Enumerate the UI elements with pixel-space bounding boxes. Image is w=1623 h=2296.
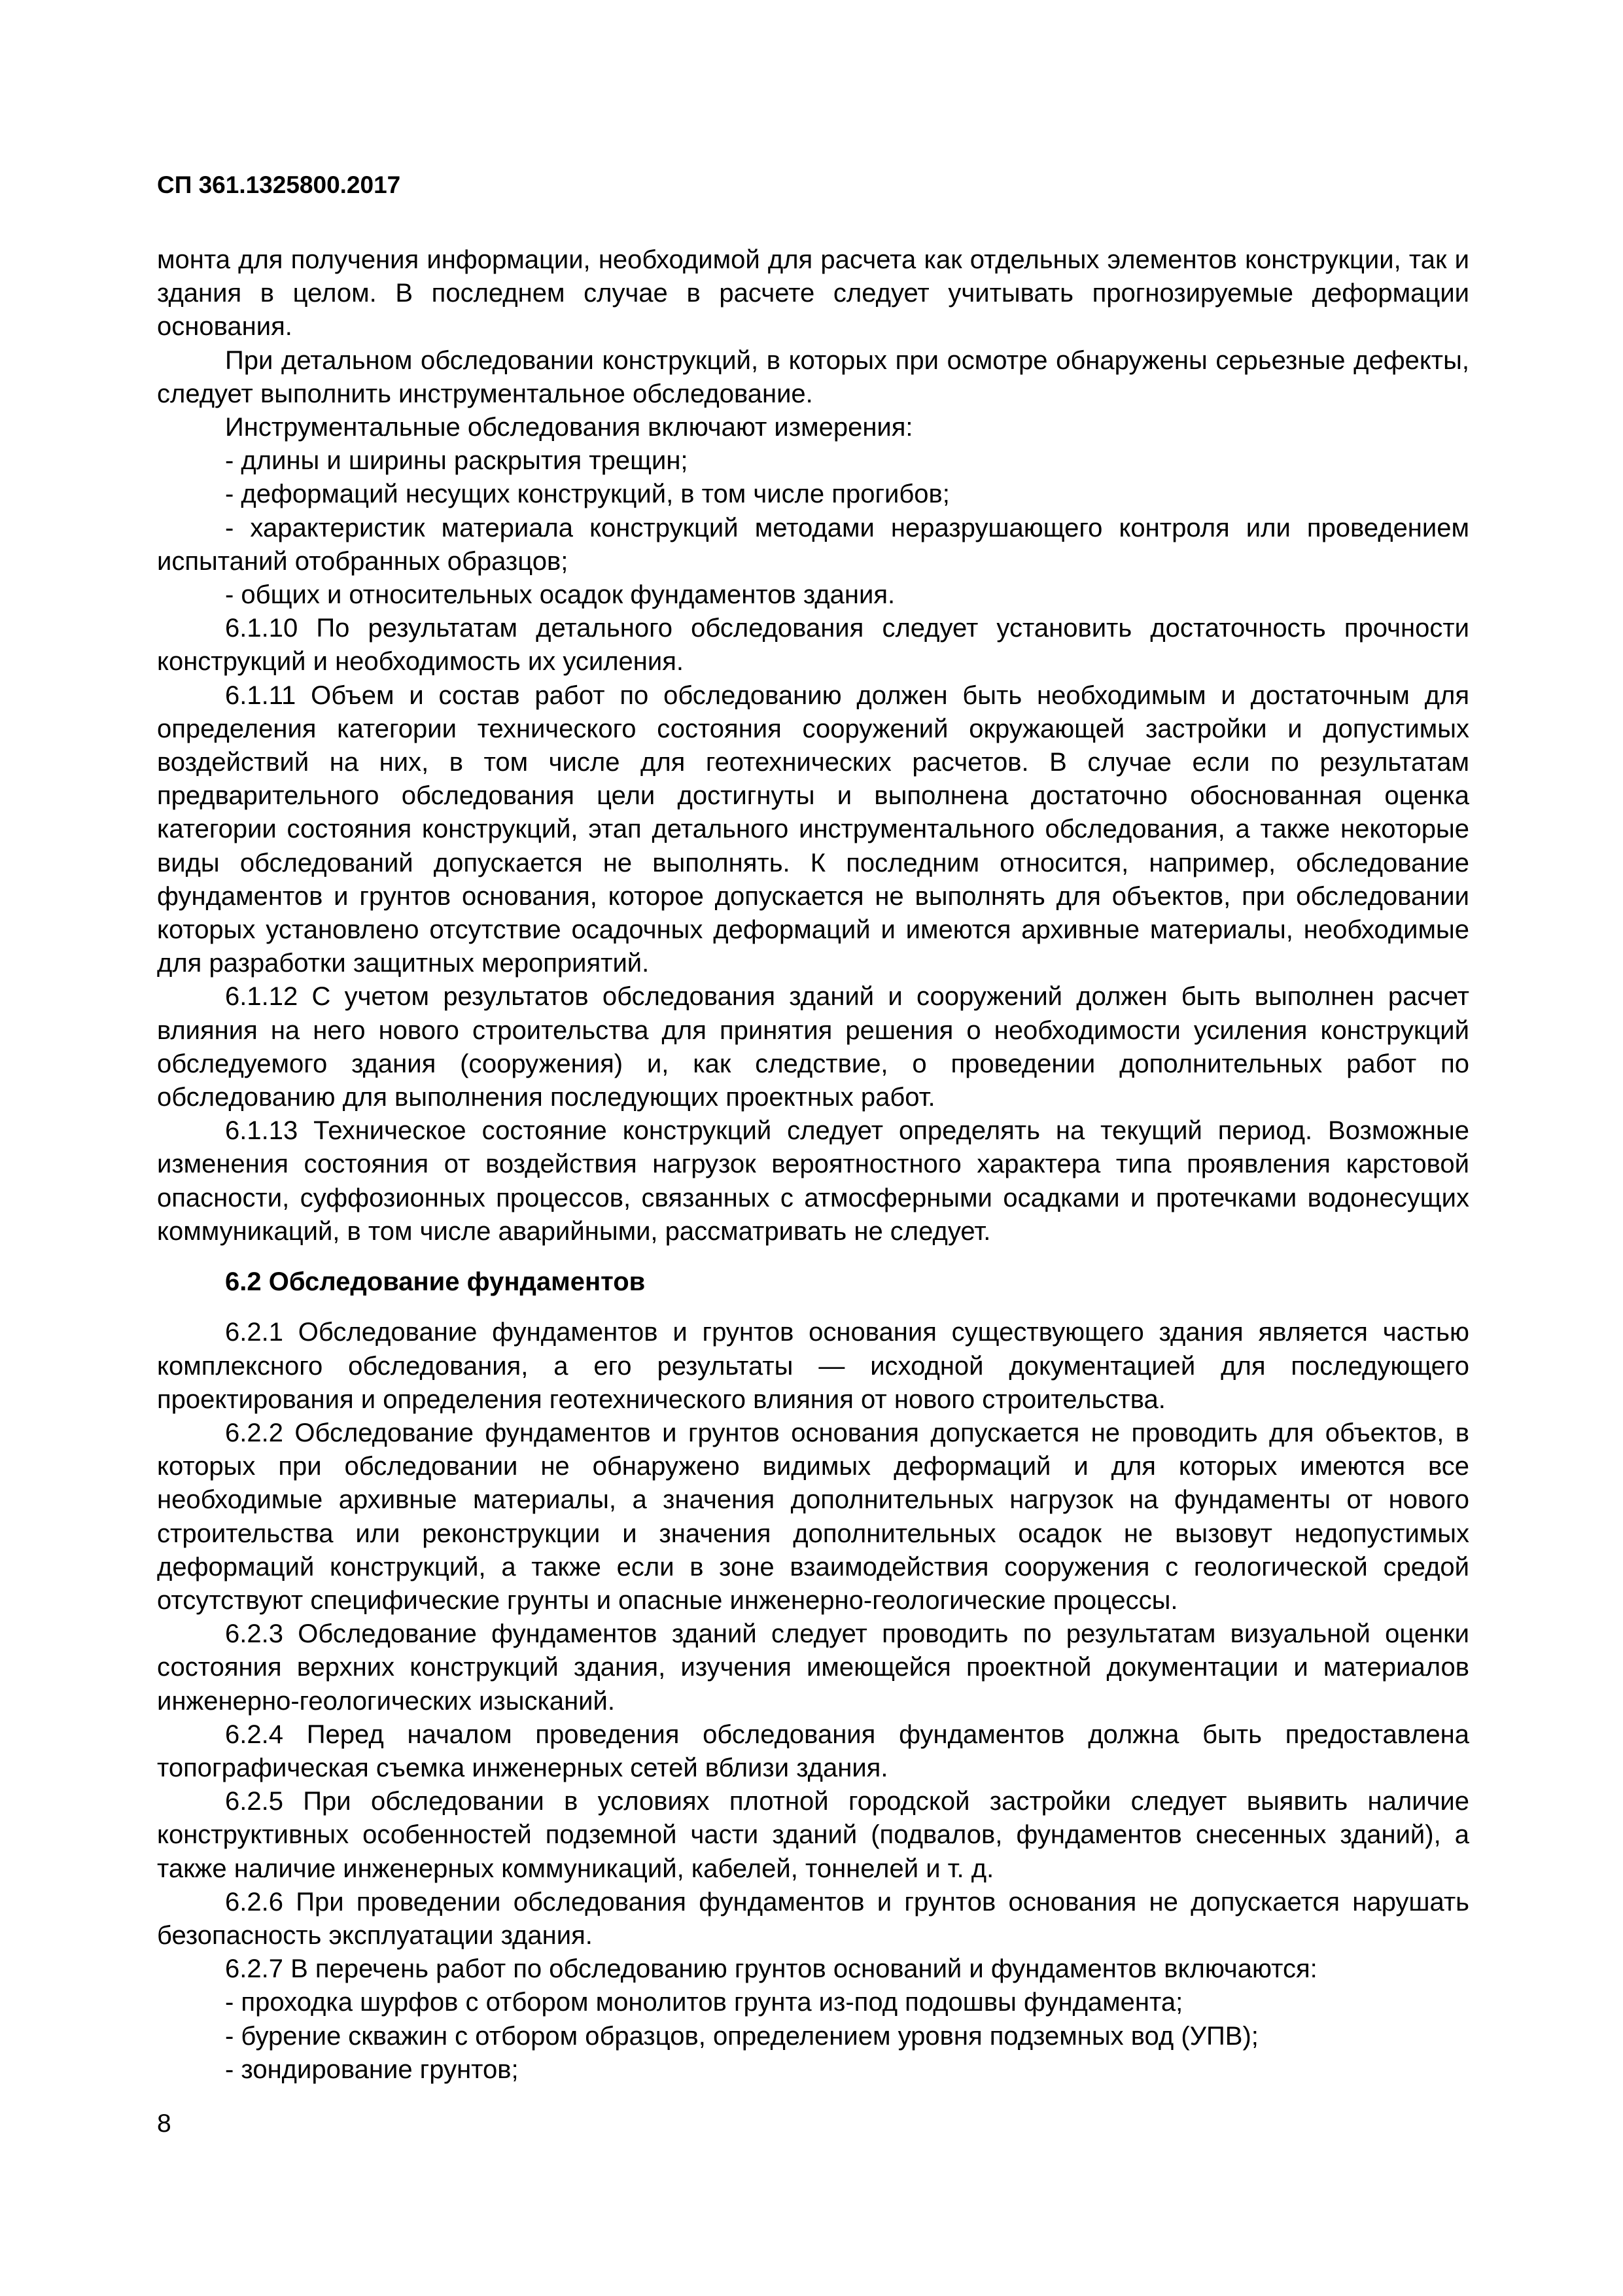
list-item: - зондирование грунтов; bbox=[225, 2055, 519, 2084]
list-item: - проходка шурфов с отбором монолитов грунта из-под подошвы фундамента; bbox=[225, 1988, 1183, 2017]
paragraph: монта для получения информации, необходимой для расчета как отдельных элементов конструкции, так и здания в целом. В последнем случае в расчете следует учитывать прогнозируемые деформации основания. bbox=[157, 245, 1469, 342]
clause-6-1-11: 6.1.11 Объем и состав работ по обследованию должен быть необходимым и достаточным для определения категории технического состояния сооружений окружающей застройки и допустимых воздействий на них, в том числе для геотехнических расчетов. В случае если по результатам предварительного обследования цели достигнуты и выполнена достаточно обоснованная оценка категории состояния конструкций, этап детального инструментального обследования, а также некоторые виды обследований допускается не выполнять. К последним относится, например, обследование фундаментов и грунтов основания, которое допускается не выполнять для объектов, при обследовании которых установлено отсутствие осадочных деформаций и имеются архивные материалы, необходимые для разработки защитных мероприятий. bbox=[157, 680, 1469, 978]
clause-6-2-4: 6.2.4 Перед началом проведения обследования фундаментов должна быть предоставлена топографическая съемка инженерных сетей вблизи здания. bbox=[157, 1720, 1469, 1782]
clause-6-2-3: 6.2.3 Обследование фундаментов зданий следует проводить по результатам визуальной оценки состояния верхних конструкций здания, изучения имеющейся проектной документации и материалов инженерно-геологических изысканий. bbox=[157, 1619, 1469, 1716]
clause-6-1-12: 6.1.12 С учетом результатов обследования зданий и сооружений должен быть выполнен расчет влияния на него нового строительства для принятия решения о необходимости усиления конструкций обследуемого здания (сооружения) и, как следствие, о проведении дополнительных работ по обследованию для выполнения последующих проектных работ. bbox=[157, 982, 1469, 1112]
list-item: - общих и относительных осадок фундаментов здания. bbox=[225, 580, 896, 610]
clause-6-2-5: 6.2.5 При обследовании в условиях плотной городской застройки следует выявить наличие конструктивных особенностей подземной части зданий (подвалов, фундаментов снесенных зданий), а также наличие инженерных коммуникаций, кабелей, тоннелей и т. д. bbox=[157, 1787, 1469, 1883]
paragraph: При детальном обследовании конструкций, в которых при осмотре обнаружены серьезные дефекты, следует выполнить инструментальное обследование. bbox=[157, 345, 1469, 408]
list-item: - длины и ширины раскрытия трещин; bbox=[225, 446, 688, 476]
clause-6-1-13: 6.1.13 Техническое состояние конструкций следует определять на текущий период. Возможные изменения состояния от воздействия нагрузок вероятностного характера типа проявления карстовой опасности, суффозионных процессов, связанных с атмосферными осадками и протечками водонесущих коммуникаций, в том числе аварийными, рассматривать не следует. bbox=[157, 1116, 1469, 1246]
page-number: 8 bbox=[157, 2110, 171, 2138]
document-body bbox=[157, 243, 1469, 2087]
list-item: - характеристик материала конструкций методами неразрушающего контроля или проведением испытаний отобранных образцов; bbox=[157, 513, 1469, 576]
clause-6-2-2: 6.2.2 Обследование фундаментов и грунтов основания допускается не проводить для объектов, в которых при обследовании не обнаружено видимых деформаций и для которых имеются все необходимые архивные материалы, а значения дополнительных нагрузок на фундаменты от нового строительства или реконструкции и значения дополнительных осадок не вызовут недопустимых деформаций конструкций, а также если в зоне взаимодействия сооружения с геологической средой отсутствуют специфические грунты и опасные инженерно-геологические процессы. bbox=[157, 1418, 1469, 1615]
list-item: - деформаций несущих конструкций, в том числе прогибов; bbox=[225, 480, 950, 509]
section-heading: 6.2 Обследование фундаментов bbox=[225, 1267, 646, 1297]
clause-6-1-10: 6.1.10 По результатам детального обследования следует установить достаточность прочности конструкций и необходимость их усиления. bbox=[157, 614, 1469, 677]
paragraph: Инструментальные обследования включают измерения: bbox=[225, 413, 913, 442]
clause-6-2-1: 6.2.1 Обследование фундаментов и грунтов основания существующего здания является частью комплексного обследования, а его результаты — исходной документацией для последующего проектирования и определения геотехнического влияния от нового строительства. bbox=[157, 1318, 1469, 1414]
document-code-header: СП 361.1325800.2017 bbox=[157, 171, 401, 198]
clause-6-2-7: 6.2.7 В перечень работ по обследованию грунтов оснований и фундаментов включаются: bbox=[225, 1954, 1318, 1984]
clause-6-2-6: 6.2.6 При проведении обследования фундаментов и грунтов основания не допускается нарушать безопасность эксплуатации здания. bbox=[157, 1887, 1469, 1950]
list-item: - бурение скважин с отбором образцов, определением уровня подземных вод (УПВ); bbox=[225, 2021, 1259, 2051]
